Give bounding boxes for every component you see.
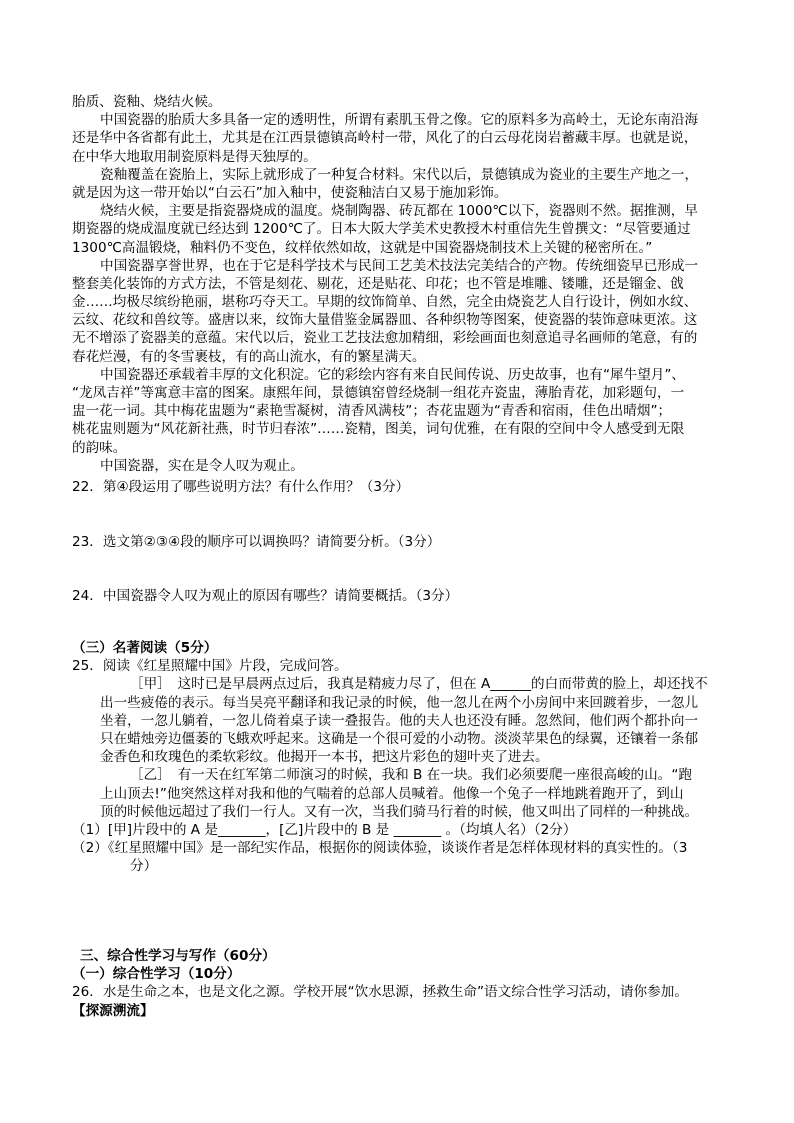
excerpt-yi-start: ［乙］ 有一天在红军第二师演习的时候，我和 B 在一块。我们必须要爬一座很高峻的山。“跑 [130, 767, 692, 784]
paragraph-start: 瓷釉覆盖在瓷胎上，实际上就形成了一种复合材料。宋代以后，景德镇成为瓷业的主要生产地之一， [100, 166, 699, 183]
passage-line: 1300℃高温锻烧，釉料仍不变色，纹样依然如故，这就是中国瓷器烧制技术上关键的秘密所在。” [72, 239, 653, 256]
paragraph-start: 中国瓷器还承载着丰厚的文化积淀。它的彩绘内容有来自民间传说、历史故事，也有“犀牛望月”、 [100, 366, 686, 383]
sub-section-heading: （一）综合性学习（10分） [72, 966, 241, 983]
paragraph-start: 烧结火候，主要是指瓷器烧成的温度。烧制陶器、砖瓦都在 1000℃以下，瓷器则不然。据推测，早 [100, 203, 698, 220]
paragraph-start: 中国瓷器享誉世界，也在于它是科学技术与民间工艺美术技法完美结合的产物。传统细瓷早已形成一 [100, 257, 699, 274]
excerpt-line: 金香色和玫瑰色的柔软彩纹。他揭开一本书，把这片彩色的翅叶夹了进去。 [100, 749, 549, 766]
sub-question-2: （2）《红星照耀中国》是一部纪实作品，根据你的阅读体验，谈谈作者是怎样体现材料的真实性的。（3 [72, 840, 688, 857]
question-24: 24．中国瓷器令人叹为观止的原因有哪些？请简要概括。（3分） [72, 588, 459, 604]
excerpt-line: 坐着，一忽儿躺着，一忽儿倚着桌子读一叠报告。他的夫人也还没有睡。忽然间，他们两个都扑向一 [100, 712, 699, 729]
excerpt-line: 上山顶去!”他突然这样对我和他的气喘着的总部人员喊着。他像一个兔子一样地跳着跑开了，到山 [100, 785, 684, 802]
passage-line: 盅一花一词。其中梅花盅题为“素艳雪凝树，清香风满枝”；杏花盅题为“青香和宿雨，佳色出晴烟”； [72, 403, 672, 420]
excerpt-line: 顶的时候他远超过了我们一行人。又有一次，当我们骑马行着的时候，他又叫出了同样的一种挑战。 [100, 803, 699, 820]
question-22: 22．第④段运用了哪些说明方法？有什么作用？（3分） [72, 479, 410, 495]
passage [72, 93, 732, 475]
sub-question-2-cont: 分） [130, 858, 158, 875]
passage-line: 春花烂漫，有的冬雪裹枝，有的高山流水，有的繁星满天。 [72, 348, 426, 365]
question-25: 25．阅读《红星照耀中国》片段，完成问答。 [72, 658, 348, 675]
sub-question-1: （1）[甲]片段中的 A 是_______，[乙]片段中的 B 是 _______ 。（均填人名）（2分） [72, 821, 577, 838]
paragraph-start: 中国瓷器的胎质大多具备一定的透明性，所谓有素肌玉骨之像。它的原料多为高岭土，无论东南沿海 [100, 112, 699, 129]
passage-line: 的韵味。 [72, 439, 127, 456]
passage-line: 胎质、瓷釉、烧结火候。 [72, 94, 222, 110]
excerpt-jia-start: ［甲］ 这时已是早晨两点过后，我真是精疲力尽了，但在 A______的白而带黄的脸上，却还找不 [130, 676, 708, 693]
section-heading: 三、综合性学习与写作（60分） [80, 948, 276, 964]
excerpt-line: 出一些疲倦的表示。每当吴亮平翻译和我记录的时候，他一忽儿在两个小房间中来回踱着步，一忽儿 [100, 694, 699, 711]
section-3 [72, 947, 732, 1020]
passage-line: “龙凤吉祥”等寓意丰富的图案。康熙年间，景德镇窑曾经烧制一组花卉瓷盅，薄胎青花，加彩题句，一 [72, 385, 685, 401]
classics-section [72, 639, 732, 875]
passage-line: 桃花盅则题为“风花新社燕，时节归春浓”……瓷精，图美，词句优雅，在有限的空间中令人感受到无限 [72, 421, 685, 438]
passage-line: 期瓷器的烧成温度就已经达到 1200℃了。日本大阪大学美术史教授木村重信先生曾撰文：“尽管要通过 [72, 221, 691, 238]
question-26: 26．水是生命之本，也是文化之源。学校开展“饮水思源，拯救生命”语文综合性学习活动，请你参加。 [72, 984, 688, 1001]
passage-line: 在中华大地取用制瓷原料是得天独厚的。 [72, 148, 317, 165]
activity-tag: 【探源溯流】 [72, 1002, 154, 1019]
section-heading: （三）名著阅读（5分） [72, 640, 218, 656]
passage-line: 无不增添了瓷器美的意蕴。宋代以后，瓷业工艺技法愈加精细，彩绘画面也刻意追寻名画师的笔意，有的 [72, 330, 698, 347]
excerpt-line: 只在蜡烛旁边僵萎的飞蛾欢呼起来。这确是一个很可爱的小动物。淡淡苹果色的绿翼，还镶着一条郁 [100, 730, 699, 747]
passage-line: 云纹、花纹和兽纹等。盛唐以来，纹饰大量借鉴金属器皿、各种织物等图案，使瓷器的装饰意味更浓。这 [72, 312, 698, 329]
passage-line: 金……均极尽缤纷艳丽，堪称巧夺天工。早期的纹饰简单、自然，完全由烧瓷艺人自行设计，例如水纹、 [72, 294, 698, 311]
passage-line: 整套美化装饰的方式方法，不管是刻花、剔花，还是贴花、印花；也不管是堆雕、镂雕，还是镏金、戗 [72, 275, 684, 292]
paragraph-start: 中国瓷器，实在是令人叹为观止。 [100, 457, 304, 474]
question-23: 23．选文第②③④段的顺序可以调换吗？请简要分析。（3分） [72, 534, 441, 550]
passage-line: 就是因为这一带开始以“白云石”加入釉中，使瓷釉洁白又易于施加彩饰。 [72, 184, 508, 201]
passage-line: 还是华中各省都有此土，尤其是在江西景德镇高岭村一带，风化了的白云母花岗岩蓄藏丰厚。也就是说， [72, 130, 698, 147]
